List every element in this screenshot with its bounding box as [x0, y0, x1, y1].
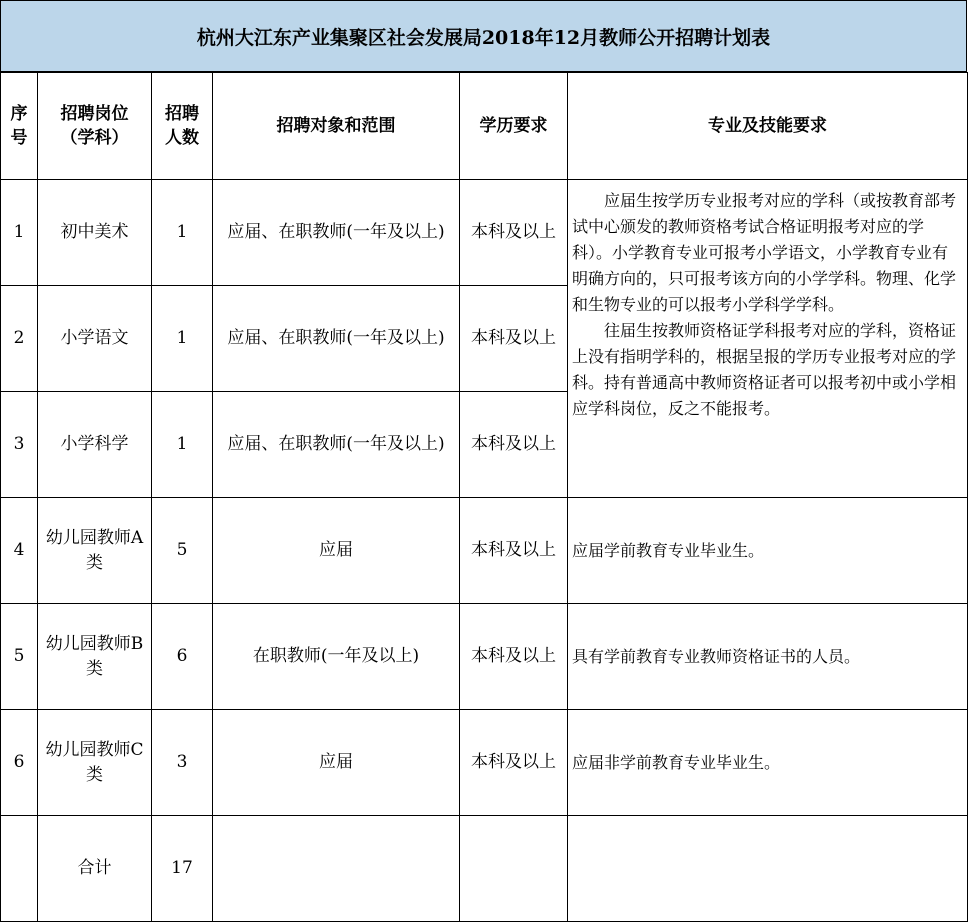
count-cell: 1	[152, 180, 213, 286]
seq-cell: 1	[1, 180, 38, 286]
merged-skills-cell	[568, 180, 968, 498]
skills-cell: 应届学前教育专业毕业生。	[568, 498, 968, 604]
recruitment-table	[0, 72, 968, 922]
position-cell: 小学语文	[38, 286, 152, 392]
table-row	[1, 604, 968, 710]
education-cell: 本科及以上	[460, 286, 568, 392]
count-cell: 3	[152, 710, 213, 816]
education-cell: 本科及以上	[460, 392, 568, 498]
header-position: 招聘岗位（学科）	[38, 73, 152, 180]
total-label: 合计	[38, 816, 152, 922]
seq-cell: 2	[1, 286, 38, 392]
skills-paragraph: 往届生按教师资格证学科报考对应的学科，资格证上没有指明学科的，根据呈报的学历专业报考对应的学科。持有普通高中教师资格证者可以报考初中或小学相应学科岗位，反之不能报考。	[572, 321, 957, 418]
header-education: 学历要求	[460, 73, 568, 180]
education-cell: 本科及以上	[460, 180, 568, 286]
position-cell: 初中美术	[38, 180, 152, 286]
skills-paragraph: 应届生按学历专业报考对应的学科（或按教育部考试中心颁发的教师资格考试合格证明报考对应的学科）。小学教育专业可报考小学语文，小学教育专业有明确方向的，只可报考该方向的小学学科。物理、化学和生物专业的可以报考小学科学学科。	[572, 191, 957, 314]
header-target: 招聘对象和范围	[213, 73, 460, 180]
education-cell: 本科及以上	[460, 710, 568, 816]
target-cell: 应届、在职教师(一年及以上)	[213, 286, 460, 392]
table-row	[1, 498, 968, 604]
seq-cell: 6	[1, 710, 38, 816]
seq-cell: 3	[1, 392, 38, 498]
seq-cell: 5	[1, 604, 38, 710]
total-row	[1, 816, 968, 922]
header-seq: 序号	[1, 73, 38, 180]
target-cell: 应届、在职教师(一年及以上)	[213, 392, 460, 498]
position-cell: 幼儿园教师C类	[38, 710, 152, 816]
count-cell: 5	[152, 498, 213, 604]
position-cell: 幼儿园教师B类	[38, 604, 152, 710]
header-skills: 专业及技能要求	[568, 73, 968, 180]
target-cell: 应届、在职教师(一年及以上)	[213, 180, 460, 286]
count-cell: 1	[152, 392, 213, 498]
target-cell-empty	[213, 816, 460, 922]
total-count: 17	[152, 816, 213, 922]
count-cell: 1	[152, 286, 213, 392]
education-cell: 本科及以上	[460, 604, 568, 710]
skills-cell-empty	[568, 816, 968, 922]
table-row	[1, 180, 968, 286]
skills-text	[572, 180, 961, 422]
seq-cell: 4	[1, 498, 38, 604]
seq-cell-empty	[1, 816, 38, 922]
target-cell: 在职教师(一年及以上)	[213, 604, 460, 710]
position-cell: 小学科学	[38, 392, 152, 498]
position-cell: 幼儿园教师A类	[38, 498, 152, 604]
header-count: 招聘人数	[152, 73, 213, 180]
table-title: 杭州大江东产业集聚区社会发展局2018年12月教师公开招聘计划表	[0, 0, 967, 72]
skills-cell: 应届非学前教育专业毕业生。	[568, 710, 968, 816]
count-cell: 6	[152, 604, 213, 710]
header-row	[1, 73, 968, 180]
target-cell: 应届	[213, 498, 460, 604]
table-row	[1, 710, 968, 816]
target-cell: 应届	[213, 710, 460, 816]
education-cell-empty	[460, 816, 568, 922]
education-cell: 本科及以上	[460, 498, 568, 604]
skills-cell: 具有学前教育专业教师资格证书的人员。	[568, 604, 968, 710]
